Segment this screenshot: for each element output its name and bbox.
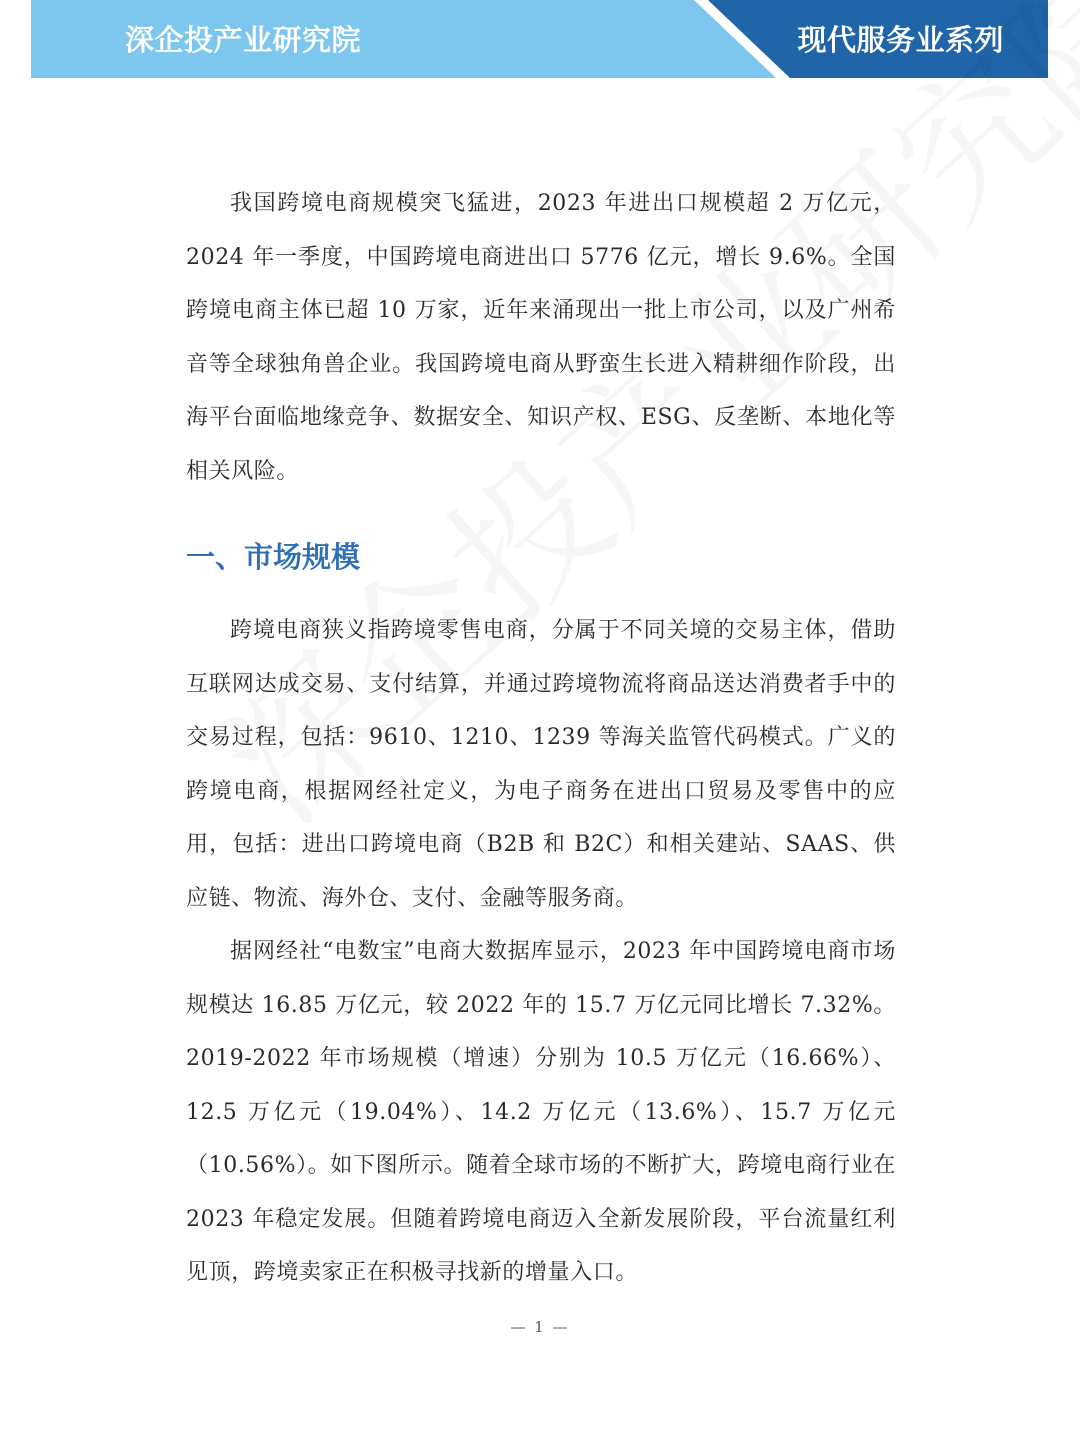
- definition-paragraph: 跨境电商狭义指跨境零售电商，分属于不同关境的交易主体，借助互联网达成交易、支付结算，并通过跨境物流将商品送达消费者手中的交易过程，包括：9610、1210、1239 等海关监管代码模式。广义的跨境电商，根据网经社定义，为电子商务在进出口贸易及零售中的应用，包括：进出口跨境电商（B2B 和 B2C）和相关建站、SAAS、供应链、物流、海外仓、支付、金融等服务商。: [186, 618, 896, 911]
- intro-block: [186, 177, 896, 498]
- section-heading-market-size: 一、市场规模: [186, 540, 361, 574]
- page-header-banner: [31, 0, 1048, 78]
- section-body: [186, 604, 896, 1300]
- intro-paragraph: 我国跨境电商规模突飞猛进，2023 年进出口规模超 2 万亿元，2024 年一季度，中国跨境电商进出口 5776 亿元，增长 9.6%。全国跨境电商主体已超 10 万家，近年来涌现出一批上市公司，以及广州希音等全球独角兽企业。我国跨境电商从野蛮生长进入精耕细作阶段，出海平台面临地缘竞争、数据安全、知识产权、ESG、反垄断、本地化等相关风险。: [186, 191, 896, 484]
- series-name: 现代服务业系列: [797, 23, 1004, 57]
- market-size-paragraph: 据网经社“电数宝”电商大数据库显示，2023 年中国跨境电商市场规模达 16.85 万亿元，较 2022 年的 15.7 万亿元同比增长 7.32%。2019-2022 年市场规模（增速）分别为 10.5 万亿元（16.66%）、12.5 万亿元（19.04%）、14.2 万亿元（13.6%）、15.7 万亿元（10.56%）。如下图所示。随着全球市场的不断扩大，跨境电商行业在 2023 年稳定发展。但随着跨境电商迈入全新发展阶段，平台流量红利见顶，跨境卖家正在积极寻找新的增量入口。: [186, 939, 896, 1285]
- institute-name: 深企投产业研究院: [125, 23, 362, 57]
- page-number: — 1 —: [510, 1318, 570, 1336]
